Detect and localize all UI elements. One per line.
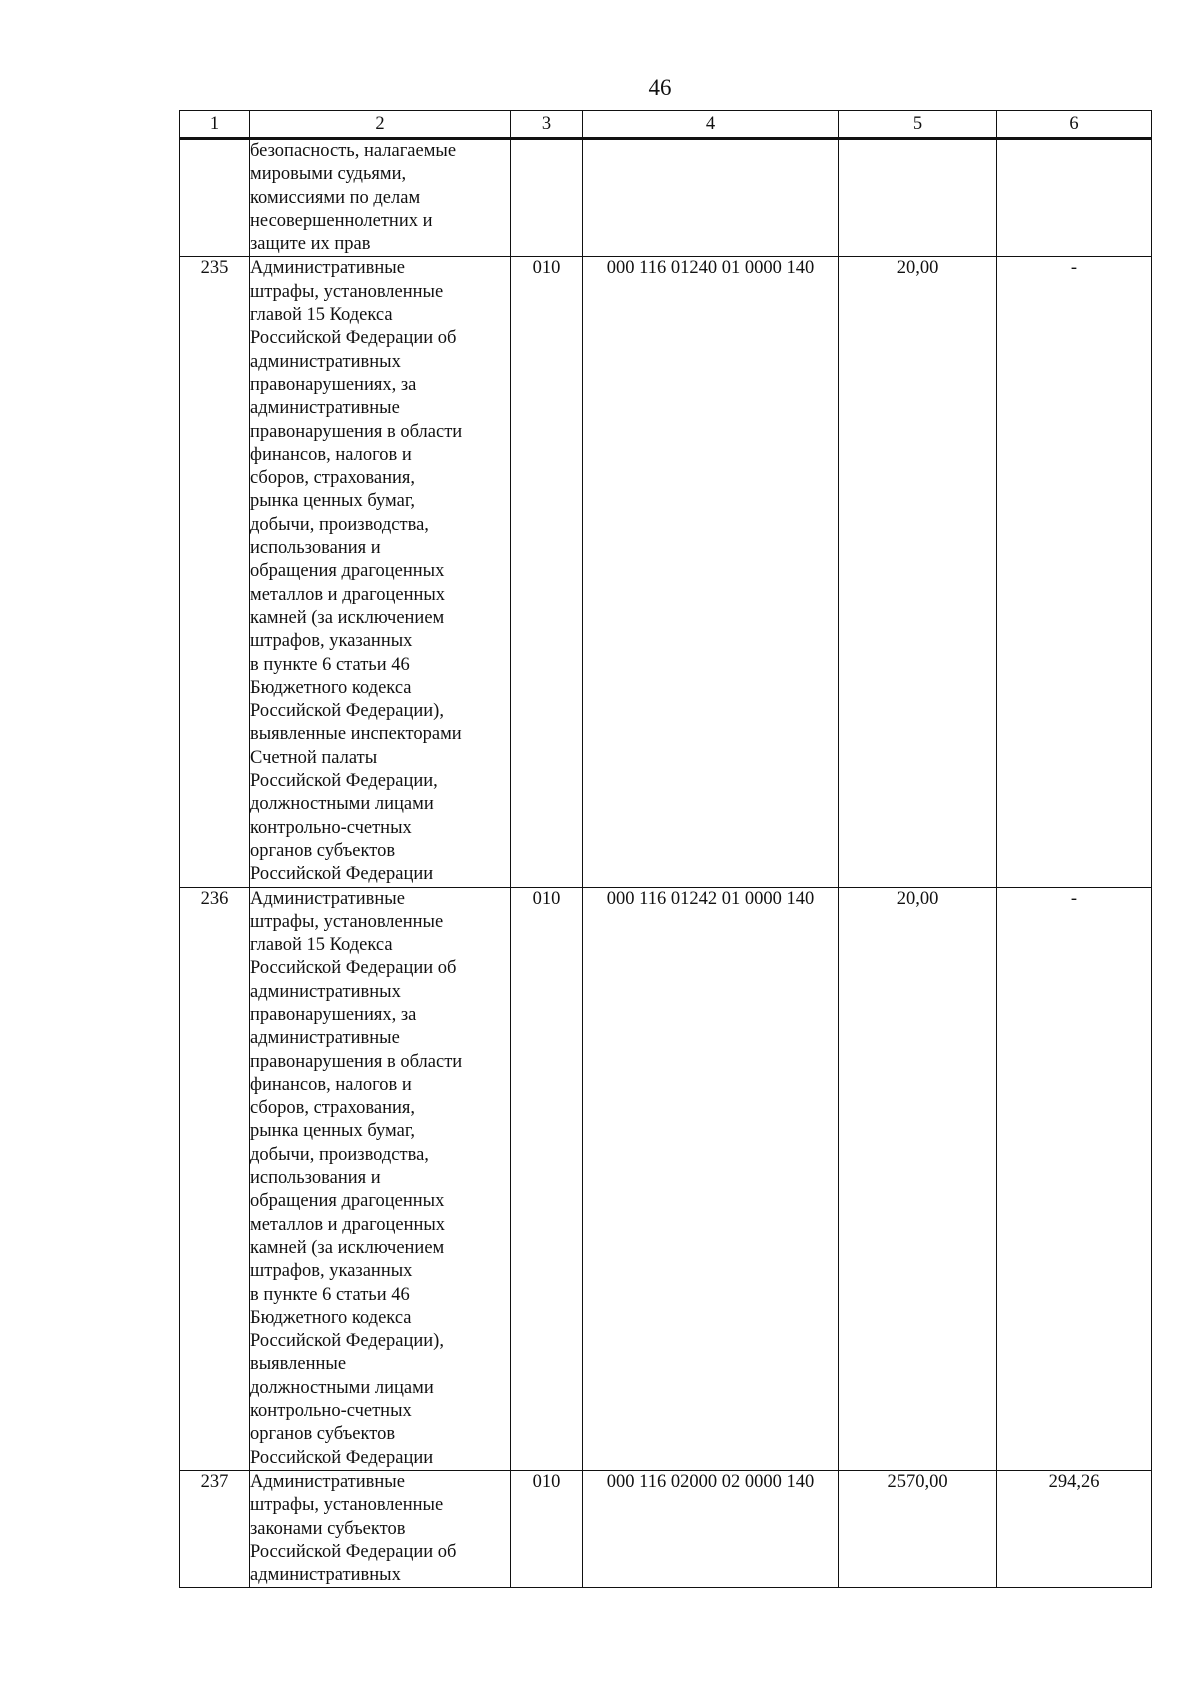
row-amount-fact: - <box>997 257 1152 887</box>
row-budget-code: 000 116 02000 02 0000 140 <box>583 1470 839 1587</box>
row-group-code <box>511 139 583 257</box>
page-number: 46 <box>648 75 672 100</box>
row-description: Административные штрафы, установленные главой 15 Кодекса Российской Федерации об административных правонарушениях, за административные правонарушения в области финансов, налогов и сборов, страхования, рынка ценных бумаг, добычи, производства, использования и обращения драгоценных металлов и драгоценных камней (за исключением штрафов, указанных в пункте 6 статьи 46 Бюджетного кодекса Российской Федерации), выявленные инспекторами Счетной палаты Российской Федерации, должностными лицами контрольно-счетных органов субъектов Российской Федерации <box>250 257 511 887</box>
row-description: безопасность, налагаемые мировыми судьями, комиссиями по делам несовершеннолетних и защите их прав <box>250 139 511 257</box>
row-budget-code: 000 116 01242 01 0000 140 <box>583 887 839 1470</box>
table-row <box>180 139 1152 257</box>
table-row <box>180 1470 1152 1587</box>
col-header-4: 4 <box>583 111 839 139</box>
row-amount-fact: - <box>997 887 1152 1470</box>
col-header-1: 1 <box>180 111 250 139</box>
row-number: 236 <box>180 887 250 1470</box>
row-amount-plan: 20,00 <box>839 887 997 1470</box>
col-header-6: 6 <box>997 111 1152 139</box>
row-description: Административные штрафы, установленные главой 15 Кодекса Российской Федерации об административных правонарушениях, за административные правонарушения в области финансов, налогов и сборов, страхования, рынка ценных бумаг, добычи, производства, использования и обращения драгоценных металлов и драгоценных камней (за исключением штрафов, указанных в пункте 6 статьи 46 Бюджетного кодекса Российской Федерации), выявленные должностными лицами контрольно-счетных органов субъектов Российской Федерации <box>250 887 511 1470</box>
row-number: 237 <box>180 1470 250 1587</box>
row-group-code: 010 <box>511 257 583 887</box>
col-header-2: 2 <box>250 111 511 139</box>
row-amount-fact <box>997 139 1152 257</box>
row-budget-code: 000 116 01240 01 0000 140 <box>583 257 839 887</box>
col-header-3: 3 <box>511 111 583 139</box>
row-number <box>180 139 250 257</box>
row-group-code: 010 <box>511 887 583 1470</box>
row-amount-plan: 2570,00 <box>839 1470 997 1587</box>
row-amount-fact: 294,26 <box>997 1470 1152 1587</box>
row-amount-plan: 20,00 <box>839 257 997 887</box>
row-description: Административные штрафы, установленные законами субъектов Российской Федерации об административных <box>250 1470 511 1587</box>
header-row <box>180 111 1152 139</box>
row-group-code: 010 <box>511 1470 583 1587</box>
table-row <box>180 257 1152 887</box>
row-amount-plan <box>839 139 997 257</box>
budget-table <box>179 110 1152 1588</box>
row-budget-code <box>583 139 839 257</box>
table-row <box>180 887 1152 1470</box>
col-header-5: 5 <box>839 111 997 139</box>
row-number: 235 <box>180 257 250 887</box>
